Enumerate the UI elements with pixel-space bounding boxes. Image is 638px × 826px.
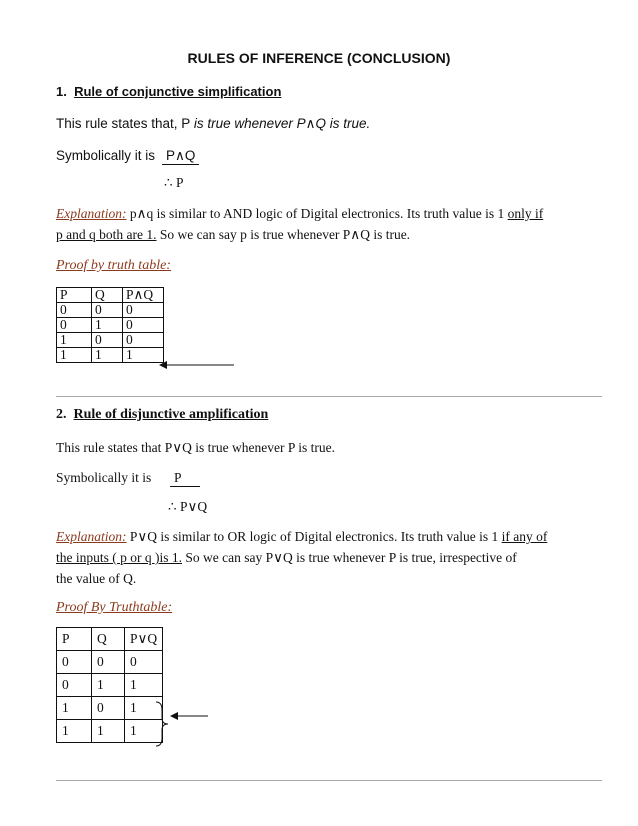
section-2-explanation-line3: the value of Q. [56, 571, 137, 586]
table-cell: 0 [57, 318, 92, 333]
table-cell: 0 [92, 651, 125, 674]
table-cell: 0 [57, 651, 92, 674]
section-2-statement: This rule states that P∨Q is true whenever P is true. [56, 440, 335, 455]
table-cell: 1 [92, 318, 123, 333]
section-1-statement [56, 116, 370, 132]
table-cell: 1 [57, 697, 92, 720]
header-cell: P [57, 288, 92, 303]
premise-text: P∧Q [162, 148, 199, 165]
truth-table-or [56, 627, 163, 743]
explanation-text: p∧q is similar to AND logic of Digital electronics. Its truth value is 1 [126, 206, 508, 221]
table-cell: 1 [125, 697, 163, 720]
section-1-number: 1. [56, 84, 67, 99]
statement-italic: is true whenever P∧Q is true. [193, 116, 371, 131]
table-cell: 1 [57, 720, 92, 743]
section-2-symbolic-label: Symbolically it is [56, 470, 152, 485]
header-cell: P [57, 628, 92, 651]
right-brace-arrow-icon [152, 700, 212, 748]
table-cell: 0 [123, 303, 164, 318]
table-cell: 0 [123, 318, 164, 333]
explanation-underline: if any of [501, 529, 548, 544]
section-1-explanation-line1 [56, 206, 543, 222]
header-cell: P∧Q [123, 288, 164, 303]
table-cell: 0 [125, 651, 163, 674]
table-row [57, 303, 164, 318]
section-2-symbolic-conclusion: ∴ P∨Q [168, 499, 208, 514]
table-cell: 1 [123, 348, 164, 363]
table-cell: 0 [92, 303, 123, 318]
section-1-proof-label: Proof by truth table: [56, 258, 171, 273]
section-1-heading [56, 84, 281, 99]
table-cell: 0 [92, 697, 125, 720]
table-row [57, 651, 163, 674]
table-cell: 0 [57, 674, 92, 697]
table-cell: 0 [123, 333, 164, 348]
section-2-explanation-line1 [56, 529, 547, 545]
table-row [57, 720, 163, 743]
table-cell: 1 [125, 720, 163, 743]
section-2-title: Rule of disjunctive amplification [73, 407, 269, 422]
section-1-title: Rule of conjunctive simplification [74, 84, 282, 99]
table-header-row [57, 288, 164, 303]
table-cell: 1 [57, 333, 92, 348]
section-1-explanation-line2 [56, 227, 410, 243]
explanation-underline: the inputs ( p or q )is 1. [56, 550, 182, 565]
header-cell: Q [92, 288, 123, 303]
explanation-label: Explanation: [56, 206, 127, 221]
table-cell: 0 [92, 333, 123, 348]
table-cell: 0 [57, 303, 92, 318]
header-cell: P∨Q [125, 628, 163, 651]
section-2-symbolic-premise [170, 470, 200, 486]
table-row [57, 333, 164, 348]
section-2-proof-label: Proof By Truthtable: [56, 600, 173, 615]
table-row [57, 348, 164, 363]
table-row [57, 697, 163, 720]
truth-table-and [56, 287, 164, 363]
page-title: RULES OF INFERENCE (CONCLUSION) [187, 50, 451, 66]
section-2-number: 2. [56, 407, 67, 422]
section-1-symbolic-premise [162, 148, 199, 164]
table-row [57, 674, 163, 697]
statement-text: This rule states that, P [56, 116, 194, 131]
left-arrow-icon [158, 359, 238, 371]
explanation-text: So we can say p is true whenever P∧Q is true. [156, 227, 411, 242]
explanation-underline: only if [507, 206, 544, 221]
table-cell: 1 [125, 674, 163, 697]
table-cell: 1 [92, 674, 125, 697]
premise-text: P [170, 470, 200, 487]
table-row [57, 318, 164, 333]
explanation-underline: p and q both are 1. [56, 227, 157, 242]
section-1-symbolic-label: Symbolically it is [56, 148, 156, 163]
table-cell: 1 [92, 348, 123, 363]
section-2-heading [56, 407, 268, 423]
header-cell: Q [92, 628, 125, 651]
section-divider [56, 396, 602, 397]
explanation-text: P∨Q is similar to OR logic of Digital electronics. Its truth value is 1 [126, 529, 502, 544]
explanation-text: So we can say P∨Q is true whenever P is true, irrespective of [182, 550, 517, 565]
table-header-row [57, 628, 163, 651]
table-cell: 1 [57, 348, 92, 363]
page-bottom-divider [56, 780, 602, 781]
table-cell: 1 [92, 720, 125, 743]
explanation-label: Explanation: [56, 529, 127, 544]
section-1-symbolic-conclusion: ∴ P [164, 175, 184, 190]
section-2-explanation-line2 [56, 550, 517, 566]
